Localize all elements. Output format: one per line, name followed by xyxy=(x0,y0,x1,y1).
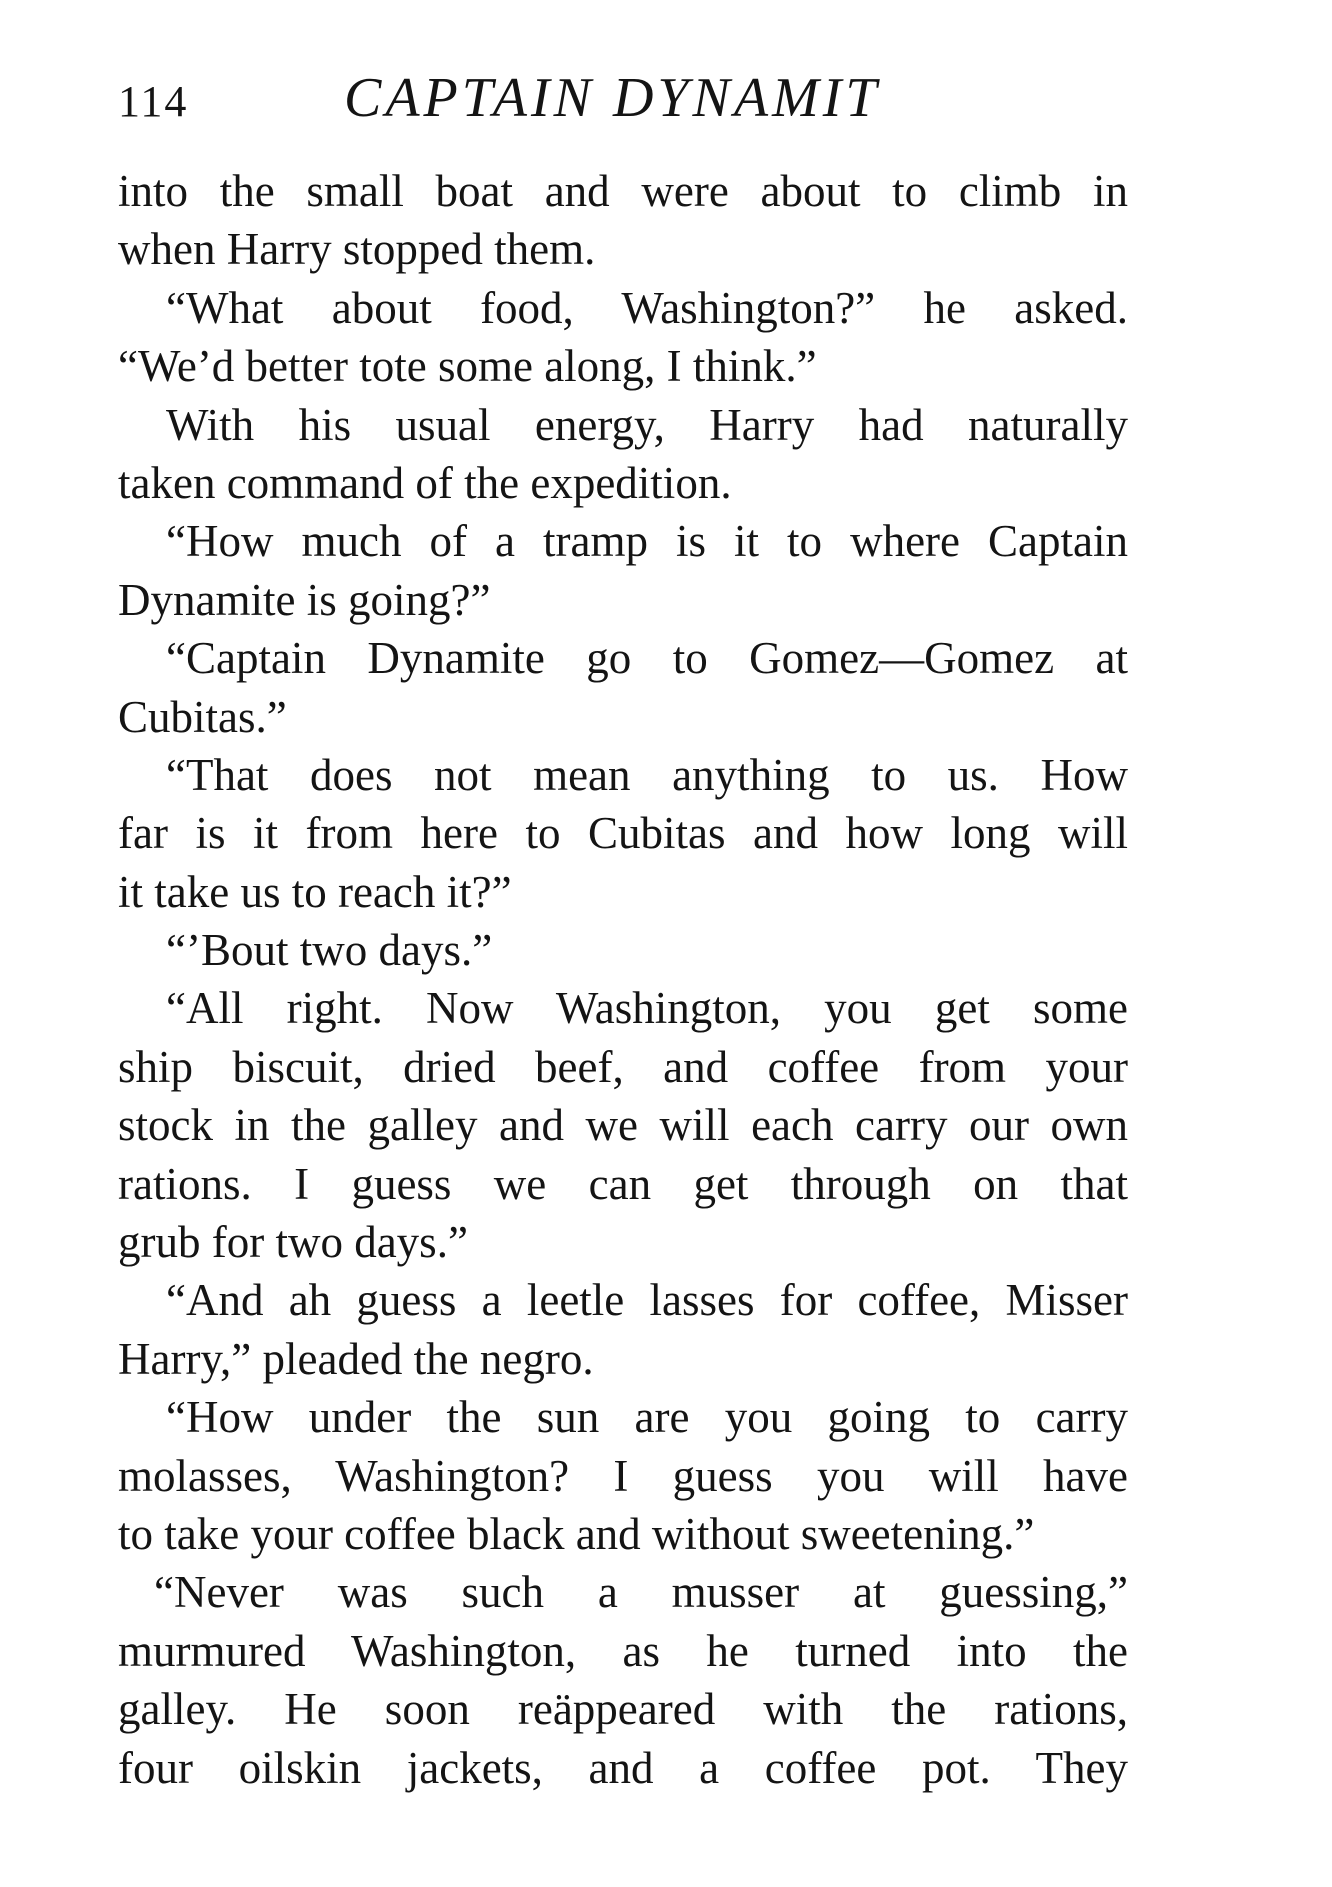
text-line: “Never was such a musser at guessing,” xyxy=(154,1567,1128,1618)
text-line: “’Bout two days.” xyxy=(166,925,493,976)
text-line: ship biscuit, dried beef, and coffee from your xyxy=(118,1041,1128,1092)
text-line: molasses, Washington? I guess you will have xyxy=(118,1450,1128,1501)
text-line: With his usual energy, Harry had naturally xyxy=(166,399,1128,450)
text-line: Harry,” pleaded the negro. xyxy=(118,1333,594,1384)
running-title: CAPTAIN DYNAMIT xyxy=(344,67,881,129)
text-line: to take your coffee black and without sweetening.” xyxy=(118,1508,1035,1559)
text-line: murmured Washington, as he turned into the xyxy=(118,1625,1128,1676)
text-line: “How much of a tramp is it to where Captain xyxy=(166,516,1128,567)
text-line: “Captain Dynamite go to Gomez—Gomez at xyxy=(166,633,1128,684)
text-line: it take us to reach it?” xyxy=(118,866,512,917)
text-line: “And ah guess a leetle lasses for coffee, Misser xyxy=(166,1275,1128,1326)
text-line: “What about food, Washington?” he asked. xyxy=(166,282,1128,333)
text-line: into the small boat and were about to climb in xyxy=(118,166,1128,216)
text-line: four oilskin jackets, and a coffee pot. They xyxy=(118,1742,1128,1793)
text-line: “That does not mean anything to us. How xyxy=(166,749,1128,800)
body-text xyxy=(118,162,1128,1797)
text-line: Cubitas.” xyxy=(118,691,287,742)
text-line: “All right. Now Washington, you get some xyxy=(166,983,1128,1034)
text-line: grub for two days.” xyxy=(118,1217,468,1268)
text-line: stock in the galley and we will each carry our own xyxy=(118,1100,1128,1151)
text-line: “How under the sun are you going to carry xyxy=(166,1392,1128,1443)
text-line: galley. He soon reäppeared with the rations, xyxy=(118,1684,1128,1735)
text-line: far is it from here to Cubitas and how long will xyxy=(118,808,1128,859)
text-line: taken command of the expedition. xyxy=(118,457,732,508)
page-number: 114 xyxy=(118,77,189,126)
running-head xyxy=(118,66,1118,136)
text-line: Dynamite is going?” xyxy=(118,574,491,625)
text-line: rations. I guess we can get through on that xyxy=(118,1158,1128,1209)
text-line: when Harry stopped them. xyxy=(118,224,596,275)
text-line: “We’d better tote some along, I think.” xyxy=(118,341,817,392)
